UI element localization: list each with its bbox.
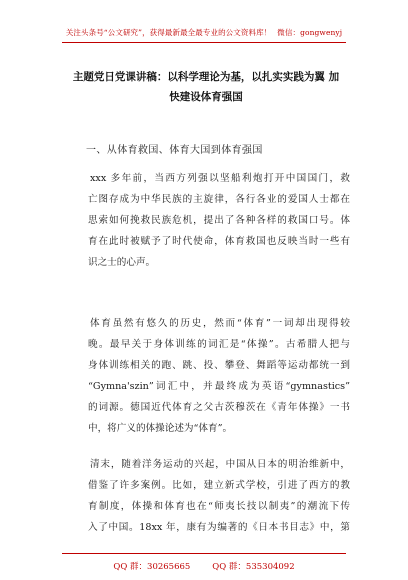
paragraph-line: 育在此时被赋予了时代使命，体育救国也反映当时一些有 <box>88 236 350 247</box>
paragraph-line: “Gymna'szin”词汇中，并最终成为英语“gymnastics” <box>88 381 350 392</box>
paragraph-3 <box>88 454 350 538</box>
header-notice: 关注头条号“公文研究”，获得最新最全最专业的公文资料库！ <box>65 28 272 37</box>
section-heading: 一、从体育救国、体育大国到体育强国 <box>86 145 263 156</box>
paragraph-line: 的词源。德国近代体育之父古茨穆茨在《青年体操》一书 <box>88 402 350 413</box>
document-title <box>60 67 352 107</box>
footer <box>0 560 408 572</box>
paragraph-line: 育制度，体操和体育也在“师夷长技以制夷”的潮流下传 <box>88 501 350 512</box>
paragraph-1 <box>88 168 350 273</box>
header-wechat: 微信：gongwenyj <box>277 28 343 37</box>
paragraph-line: 入了中国。18xx 年，康有为编著的《日本书目志》中，第 <box>88 522 350 533</box>
footer-qq-group-1: QQ 群：30265665 <box>113 562 191 572</box>
paragraph-line: 亡图存成为中华民族的主旋律，各行各业的爱国人士都在 <box>88 194 350 205</box>
paragraph-line: 晚。最早关于身体训练的词汇是“体操”。古希腊人把与 <box>88 339 350 350</box>
footer-qq-group-2: QQ 群：535304092 <box>212 562 295 572</box>
paragraph-line: 识之士的心声。 <box>88 257 156 268</box>
paragraph-line: 借鉴了许多案例。比如，建立新式学校，引进了西方的教 <box>88 480 350 491</box>
title-line-2: 快建设体育强国 <box>169 91 243 103</box>
paragraph-line: 清末，随着洋务运动的兴起，中国从日本的明治维新中， <box>90 459 350 470</box>
paragraph-line: xxx 多年前，当西方列强以坚船利炮打开中国国门，救 <box>90 173 350 184</box>
title-line-1: 主题党日党课讲稿：以科学理论为基，以扎实实践为翼 加 <box>72 71 340 83</box>
paragraph-line: 体育虽然有悠久的历史，然而“体育”一词却出现得较 <box>90 318 350 329</box>
paragraph-line: 身体训练相关的跑、跳、投、攀登、舞蹈等运动都统一到 <box>88 360 350 371</box>
paragraph-line: 思索如何挽救民族危机，提出了各种各样的救国口号。体 <box>88 215 350 226</box>
header-banner <box>0 27 408 38</box>
paragraph-line: 中，将广义的体操论述为“体育”。 <box>88 423 233 434</box>
header-divider <box>62 42 346 43</box>
paragraph-2 <box>88 313 350 439</box>
footer-divider <box>62 553 346 554</box>
